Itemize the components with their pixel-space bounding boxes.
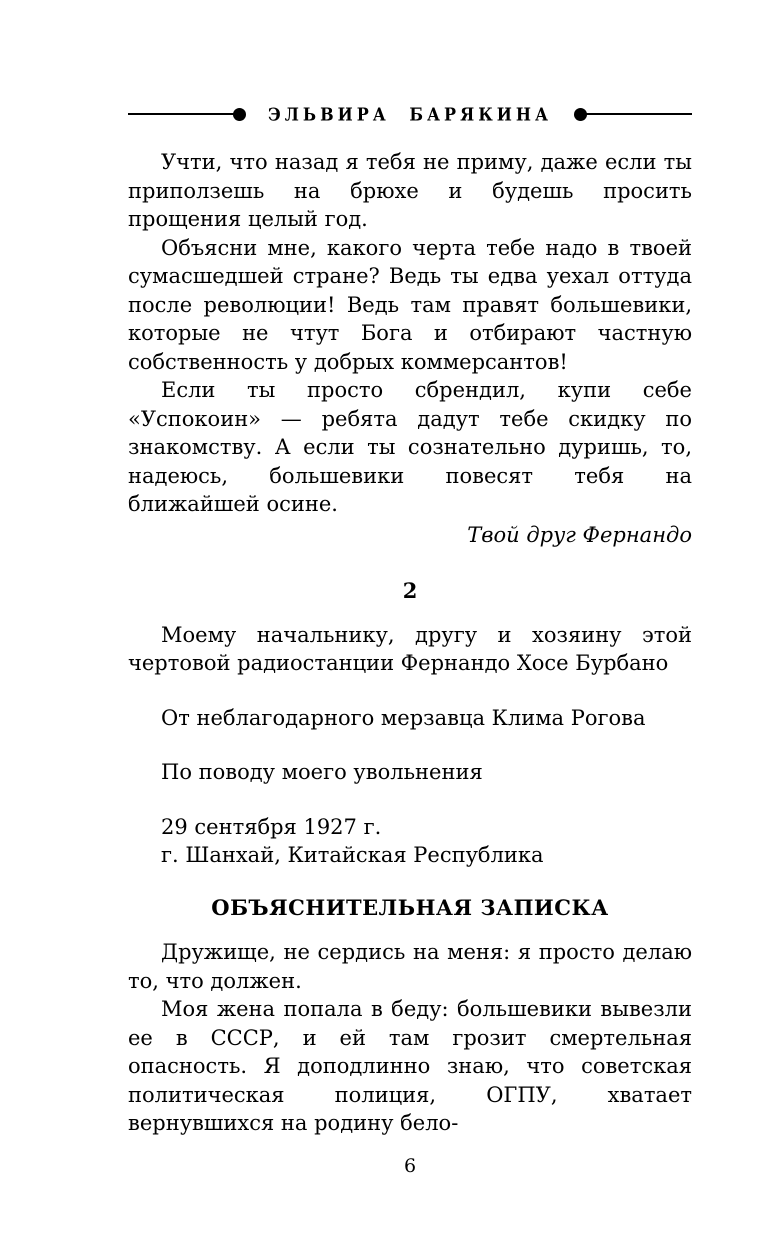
memo-sender: От неблагодарного мерзавца Клима Рогова (161, 705, 646, 730)
memo-heading: ОБЪЯСНИТЕЛЬНАЯ ЗАПИСКА (211, 894, 609, 920)
memo-addressee: Моему начальнику, другу и хозяину этой чертовой радиостанции Фернандо Хосе Бурбано (128, 622, 692, 675)
author-name: ЭЛЬВИРА БАРЯКИНА (268, 103, 553, 125)
header-rule-right (586, 113, 692, 115)
bullet-dot-left-icon (233, 108, 246, 121)
page-body (128, 148, 692, 1180)
header-rule-left (128, 113, 234, 115)
letter-paragraph: Если ты просто сбрендил, купи себе «Успокоин» — ребята дадут тебе скидку по знакомству. А если ты сознательно дуришь, то, надеюсь, большевики повесят тебя на ближайшей осине. (128, 378, 692, 516)
running-header (128, 104, 692, 124)
memo-date: 29 сентября 1927 г. (161, 814, 382, 839)
page-number: 6 (403, 1154, 417, 1177)
memo-place: г. Шанхай, Китайская Республика (161, 843, 544, 867)
section-number: 2 (402, 578, 418, 603)
page-content (0, 104, 768, 1180)
memo-paragraph: Дружище, не сердись на меня: я просто делаю то, что должен. (128, 940, 692, 993)
letter-paragraph: Учти, что назад я тебя не приму, даже если ты приползешь на брюхе и будешь просить прощения целый год. (128, 150, 692, 231)
memo-paragraph: Моя жена попала в беду: большевики вывезли ее в СССР, и ей там грозит смертельная опасность. Я доподлинно знаю, что советская политическая полиция, ОГПУ, хватает вернувшихся на родину бело- (128, 997, 692, 1135)
memo-subject: По поводу моего увольнения (161, 760, 483, 784)
letter-signature: Твой друг Фернандо (467, 522, 692, 547)
letter-paragraph: Объясни мне, какого черта тебе надо в твоей сумасшедшей стране? Ведь ты едва уехал оттуда после революции! Ведь там правят большевики, которые не чтут Бога и отбирают частную собственность у добрых коммерсантов! (128, 235, 692, 374)
